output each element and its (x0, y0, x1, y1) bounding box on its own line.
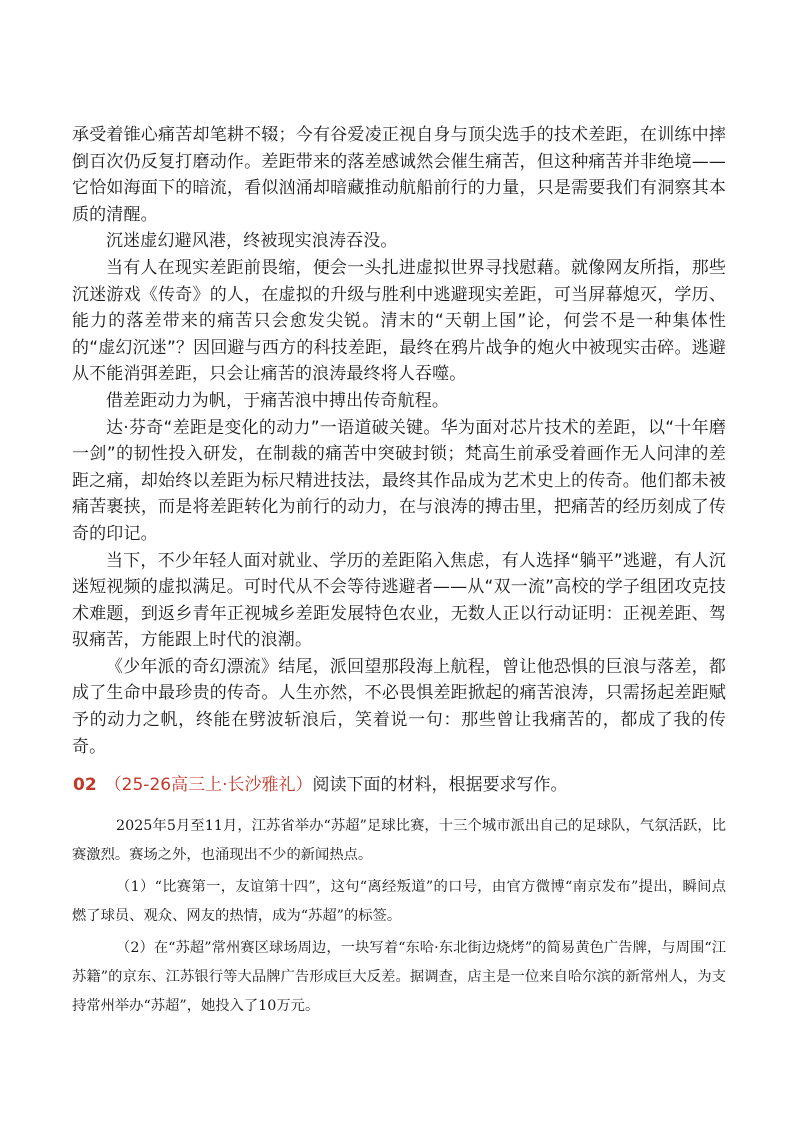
essay-paragraph: 当有人在现实差距前畏缩，便会一头扎进虚拟世界寻找慰藉。就像网友所指，那些沉迷游戏《传奇》的人，在虚拟的升级与胜利中逃避现实差距，可当屏幕熄灭，学历、能力的落差带来的痛苦只会愈发尖锐。清末的“天朝上国”论，何尝不是一种集体性的“虚幻沉迷”？因回避与西方的科技差距，最终在鸦片战争的炮火中被现实击碎。逃避从不能消弭差距，只会让痛苦的浪涛最终将人吞噬。 (72, 257, 726, 385)
essay-subheading-1: 沉迷虚幻避风港，终被现实浪涛吞没。 (106, 231, 398, 252)
essay-paragraph: 达·芬奇“差距是变化的动力”一语道破关键。华为面对芯片技术的差距，以“十年磨一剑”的韧性投入研发，在制裁的痛苦中突破封锁；梵高生前承受着画作无人问津的差距之痛，却始终以差距为标尺精进技法，最终其作品成为艺术史上的传奇。他们都未被痛苦裹挟，而是将差距转化为前行的动力，在与浪涛的搏击里，把痛苦的经历刻成了传奇的印记。 (72, 417, 726, 544)
essay-paragraph: 当下，不少年轻人面对就业、学历的差距陷入焦虑，有人选择“躺平”逃避，有人沉迷短视频的虚拟满足。可时代从不会等待逃避者——从“双一流”高校的学子组团攻克技术难题，到返乡青年正视城乡差距发展特色农业，无数人正以行动证明：正视差距、驾驭痛苦，方能跟上时代的浪潮。 (72, 550, 726, 651)
essay-paragraph-conclusion: 《少年派的奇幻漂流》结尾，派回望那段海上航程，曾让他恐惧的巨浪与落差，都成了生命中最珍贵的传奇。人生亦然，不必畏惧差距掀起的痛苦浪涛，只需扬起差距赋予的动力之帆，终能在劈波斩浪后，笑着说一句：那些曾让我痛苦的，都成了我的传奇。 (72, 656, 726, 757)
question-header (73, 773, 733, 797)
essay-body (72, 122, 726, 760)
essay-subheading-2: 借差距动力为帆，于痛苦浪中搏出传奇航程。 (106, 390, 449, 411)
essay-paragraph-continuation: 承受着锥心痛苦却笔耕不辍；今有谷爱凌正视自身与顶尖选手的技术差距，在训练中摔倒百次仍反复打磨动作。差距带来的落差感诚然会催生痛苦，但这种痛苦并非绝境——它恰如海面下的暗流，看似汹涌却暗藏推动航船前行的力量，只是需要我们有洞察其本质的清醒。 (72, 125, 726, 225)
material-intro: 2025年5月至11月，江苏省举办“苏超”足球比赛，十三个城市派出自己的足球队，气氛活跃，比赛激烈。赛场之外，也涌现出不少的新闻热点。 (72, 818, 726, 863)
question-number: 02 (73, 775, 97, 795)
material-item-1: （1）“比赛第一，友谊第十四”，这句“离经叛道”的口号，由官方微博“南京发布”提出，瞬间点燃了球员、观众、网友的热情，成为“苏超”的标签。 (72, 879, 726, 924)
question-instruction: 阅读下面的材料，根据要求写作。 (312, 775, 568, 795)
material-item-2: （2）在“苏超”常州赛区球场周边，一块写着“东哈·东北街边烧烤”的简易黄色广告牌，与周围“江苏籍”的京东、江苏银行等大品牌广告形成巨大反差。据调查，店主是一位来自哈尔滨的新常州人，为支持常州举办“苏超”，她投入了10万元。 (72, 940, 726, 1014)
question-source: （25-26高三上·长沙雅礼） (104, 775, 313, 795)
material-passage (72, 812, 726, 1021)
